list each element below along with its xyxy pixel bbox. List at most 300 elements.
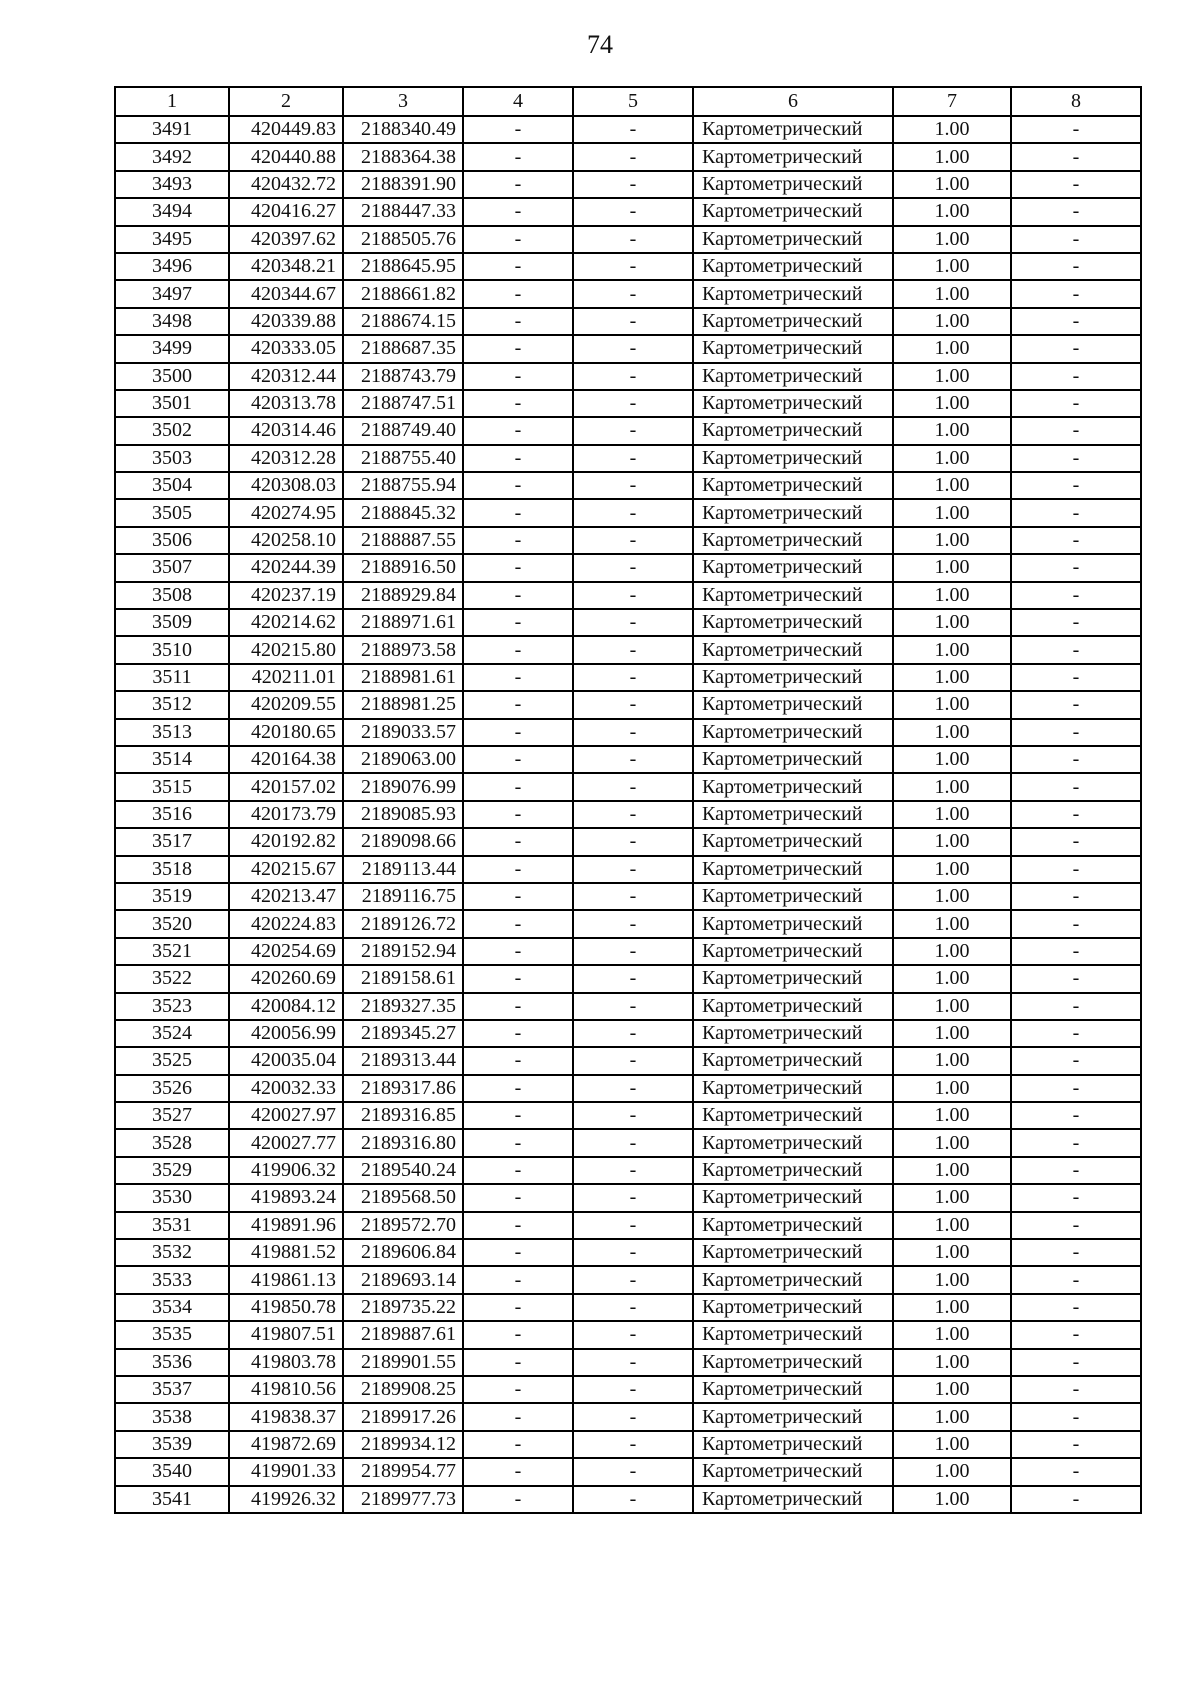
column-8-cell: -	[1011, 664, 1141, 691]
accuracy-cell: 1.00	[893, 691, 1011, 718]
column-4-cell: -	[463, 910, 573, 937]
x-coordinate-cell: 419803.78	[229, 1349, 343, 1376]
y-coordinate-cell: 2189693.14	[343, 1266, 463, 1293]
x-coordinate-cell: 420397.62	[229, 226, 343, 253]
y-coordinate-cell: 2189098.66	[343, 828, 463, 855]
accuracy-cell: 1.00	[893, 116, 1011, 143]
point-number-cell: 3517	[115, 828, 229, 855]
table-row	[115, 445, 1141, 472]
accuracy-cell: 1.00	[893, 308, 1011, 335]
column-8-cell: -	[1011, 527, 1141, 554]
point-number-cell: 3527	[115, 1102, 229, 1129]
method-cell: Картометрический	[693, 171, 893, 198]
accuracy-cell: 1.00	[893, 719, 1011, 746]
y-coordinate-cell: 2189076.99	[343, 773, 463, 800]
point-number-cell: 3532	[115, 1239, 229, 1266]
column-8-cell: -	[1011, 1020, 1141, 1047]
column-4-cell: -	[463, 1129, 573, 1156]
column-8-cell: -	[1011, 1047, 1141, 1074]
column-8-cell: -	[1011, 856, 1141, 883]
column-5-cell: -	[573, 363, 693, 390]
point-number-cell: 3541	[115, 1486, 229, 1513]
column-8-cell: -	[1011, 445, 1141, 472]
column-5-cell: -	[573, 664, 693, 691]
method-cell: Картометрический	[693, 719, 893, 746]
column-8-cell: -	[1011, 609, 1141, 636]
point-number-cell: 3519	[115, 883, 229, 910]
point-number-cell: 3524	[115, 1020, 229, 1047]
y-coordinate-cell: 2189901.55	[343, 1349, 463, 1376]
column-4-cell: -	[463, 993, 573, 1020]
y-coordinate-cell: 2189606.84	[343, 1239, 463, 1266]
x-coordinate-cell: 420339.88	[229, 308, 343, 335]
y-coordinate-cell: 2189316.80	[343, 1129, 463, 1156]
column-4-cell: -	[463, 1212, 573, 1239]
accuracy-cell: 1.00	[893, 280, 1011, 307]
y-coordinate-cell: 2189917.26	[343, 1403, 463, 1430]
point-number-cell: 3533	[115, 1266, 229, 1293]
column-4-cell: -	[463, 253, 573, 280]
x-coordinate-cell: 420215.80	[229, 636, 343, 663]
table-row	[115, 938, 1141, 965]
column-4-cell: -	[463, 554, 573, 581]
column-5-cell: -	[573, 993, 693, 1020]
column-4-cell: -	[463, 1157, 573, 1184]
accuracy-cell: 1.00	[893, 746, 1011, 773]
method-cell: Картометрический	[693, 609, 893, 636]
method-cell: Картометрический	[693, 1403, 893, 1430]
x-coordinate-cell: 420244.39	[229, 554, 343, 581]
column-8-cell: -	[1011, 1321, 1141, 1348]
column-4-cell: -	[463, 499, 573, 526]
column-4-cell: -	[463, 1321, 573, 1348]
accuracy-cell: 1.00	[893, 636, 1011, 663]
method-cell: Картометрический	[693, 1129, 893, 1156]
table-row	[115, 1212, 1141, 1239]
point-number-cell: 3502	[115, 417, 229, 444]
column-8-cell: -	[1011, 910, 1141, 937]
column-5-cell: -	[573, 499, 693, 526]
accuracy-cell: 1.00	[893, 993, 1011, 1020]
y-coordinate-cell: 2189954.77	[343, 1458, 463, 1485]
column-4-cell: -	[463, 938, 573, 965]
column-4-cell: -	[463, 773, 573, 800]
column-4-cell: -	[463, 335, 573, 362]
table-row	[115, 1294, 1141, 1321]
point-number-cell: 3505	[115, 499, 229, 526]
point-number-cell: 3498	[115, 308, 229, 335]
method-cell: Картометрический	[693, 1458, 893, 1485]
column-8-cell: -	[1011, 280, 1141, 307]
table-row	[115, 1266, 1141, 1293]
table-row	[115, 1431, 1141, 1458]
column-8-cell: -	[1011, 1075, 1141, 1102]
x-coordinate-cell: 419850.78	[229, 1294, 343, 1321]
accuracy-cell: 1.00	[893, 390, 1011, 417]
column-5-cell: -	[573, 226, 693, 253]
y-coordinate-cell: 2189934.12	[343, 1431, 463, 1458]
column-4-cell: -	[463, 1047, 573, 1074]
method-cell: Картометрический	[693, 636, 893, 663]
method-cell: Картометрический	[693, 363, 893, 390]
table-row	[115, 1129, 1141, 1156]
accuracy-cell: 1.00	[893, 472, 1011, 499]
accuracy-cell: 1.00	[893, 1102, 1011, 1129]
column-4-cell: -	[463, 965, 573, 992]
column-8-cell: -	[1011, 171, 1141, 198]
y-coordinate-cell: 2188364.38	[343, 143, 463, 170]
method-cell: Картометрический	[693, 1431, 893, 1458]
column-5-cell: -	[573, 1047, 693, 1074]
point-number-cell: 3525	[115, 1047, 229, 1074]
column-4-cell: -	[463, 116, 573, 143]
method-cell: Картометрический	[693, 691, 893, 718]
column-4-cell: -	[463, 1184, 573, 1211]
accuracy-cell: 1.00	[893, 499, 1011, 526]
column-5-cell: -	[573, 636, 693, 663]
point-number-cell: 3510	[115, 636, 229, 663]
y-coordinate-cell: 2189735.22	[343, 1294, 463, 1321]
point-number-cell: 3526	[115, 1075, 229, 1102]
x-coordinate-cell: 420312.44	[229, 363, 343, 390]
y-coordinate-cell: 2189126.72	[343, 910, 463, 937]
x-coordinate-cell: 419906.32	[229, 1157, 343, 1184]
column-8-cell: -	[1011, 828, 1141, 855]
column-5-cell: -	[573, 253, 693, 280]
table-row	[115, 226, 1141, 253]
table-row	[115, 116, 1141, 143]
column-8-cell: -	[1011, 1431, 1141, 1458]
table-row	[115, 1349, 1141, 1376]
y-coordinate-cell: 2188916.50	[343, 554, 463, 581]
column-8-cell: -	[1011, 1486, 1141, 1513]
column-8-cell: -	[1011, 390, 1141, 417]
x-coordinate-cell: 419807.51	[229, 1321, 343, 1348]
column-8-cell: -	[1011, 1294, 1141, 1321]
method-cell: Картометрический	[693, 226, 893, 253]
table-row	[115, 390, 1141, 417]
x-coordinate-cell: 420348.21	[229, 253, 343, 280]
y-coordinate-cell: 2188687.35	[343, 335, 463, 362]
accuracy-cell: 1.00	[893, 883, 1011, 910]
method-cell: Картометрический	[693, 198, 893, 225]
column-4-cell: -	[463, 801, 573, 828]
table-row	[115, 1020, 1141, 1047]
column-4-cell: -	[463, 719, 573, 746]
column-5-cell: -	[573, 1129, 693, 1156]
accuracy-cell: 1.00	[893, 1266, 1011, 1293]
accuracy-cell: 1.00	[893, 417, 1011, 444]
page-number: 74	[587, 30, 613, 59]
point-number-cell: 3536	[115, 1349, 229, 1376]
x-coordinate-cell: 420416.27	[229, 198, 343, 225]
y-coordinate-cell: 2189085.93	[343, 801, 463, 828]
accuracy-cell: 1.00	[893, 253, 1011, 280]
method-cell: Картометрический	[693, 1349, 893, 1376]
table-row	[115, 636, 1141, 663]
column-4-cell: -	[463, 746, 573, 773]
column-8-cell: -	[1011, 1239, 1141, 1266]
table-row	[115, 664, 1141, 691]
accuracy-cell: 1.00	[893, 363, 1011, 390]
column-5-cell: -	[573, 1294, 693, 1321]
x-coordinate-cell: 420027.77	[229, 1129, 343, 1156]
x-coordinate-cell: 420224.83	[229, 910, 343, 937]
column-8-cell: -	[1011, 116, 1141, 143]
column-5-cell: -	[573, 527, 693, 554]
method-cell: Картометрический	[693, 143, 893, 170]
x-coordinate-cell: 420274.95	[229, 499, 343, 526]
column-8-cell: -	[1011, 499, 1141, 526]
accuracy-cell: 1.00	[893, 198, 1011, 225]
y-coordinate-cell: 2189063.00	[343, 746, 463, 773]
accuracy-cell: 1.00	[893, 171, 1011, 198]
column-5-cell: -	[573, 1212, 693, 1239]
x-coordinate-cell: 420449.83	[229, 116, 343, 143]
column-8-cell: -	[1011, 691, 1141, 718]
column-5-cell: -	[573, 335, 693, 362]
method-cell: Картометрический	[693, 253, 893, 280]
accuracy-cell: 1.00	[893, 1349, 1011, 1376]
y-coordinate-cell: 2188645.95	[343, 253, 463, 280]
accuracy-cell: 1.00	[893, 828, 1011, 855]
y-coordinate-cell: 2189152.94	[343, 938, 463, 965]
column-4-cell: -	[463, 1403, 573, 1430]
column-5-cell: -	[573, 445, 693, 472]
method-cell: Картометрический	[693, 308, 893, 335]
column-5-cell: -	[573, 390, 693, 417]
column-5-cell: -	[573, 582, 693, 609]
y-coordinate-cell: 2189887.61	[343, 1321, 463, 1348]
point-number-cell: 3539	[115, 1431, 229, 1458]
column-header: 6	[693, 87, 893, 116]
x-coordinate-cell: 420192.82	[229, 828, 343, 855]
column-4-cell: -	[463, 143, 573, 170]
accuracy-cell: 1.00	[893, 938, 1011, 965]
point-number-cell: 3494	[115, 198, 229, 225]
x-coordinate-cell: 420035.04	[229, 1047, 343, 1074]
accuracy-cell: 1.00	[893, 1431, 1011, 1458]
accuracy-cell: 1.00	[893, 143, 1011, 170]
x-coordinate-cell: 420211.01	[229, 664, 343, 691]
column-5-cell: -	[573, 1075, 693, 1102]
column-5-cell: -	[573, 856, 693, 883]
point-number-cell: 3492	[115, 143, 229, 170]
x-coordinate-cell: 420308.03	[229, 472, 343, 499]
point-number-cell: 3509	[115, 609, 229, 636]
y-coordinate-cell: 2188447.33	[343, 198, 463, 225]
y-coordinate-cell: 2189113.44	[343, 856, 463, 883]
y-coordinate-cell: 2188755.40	[343, 445, 463, 472]
column-4-cell: -	[463, 445, 573, 472]
y-coordinate-cell: 2188929.84	[343, 582, 463, 609]
column-header: 5	[573, 87, 693, 116]
y-coordinate-cell: 2188749.40	[343, 417, 463, 444]
method-cell: Картометрический	[693, 527, 893, 554]
header-row	[115, 87, 1141, 116]
accuracy-cell: 1.00	[893, 582, 1011, 609]
y-coordinate-cell: 2188674.15	[343, 308, 463, 335]
y-coordinate-cell: 2189908.25	[343, 1376, 463, 1403]
x-coordinate-cell: 420260.69	[229, 965, 343, 992]
point-number-cell: 3495	[115, 226, 229, 253]
point-number-cell: 3500	[115, 363, 229, 390]
point-number-cell: 3506	[115, 527, 229, 554]
column-5-cell: -	[573, 143, 693, 170]
y-coordinate-cell: 2189116.75	[343, 883, 463, 910]
y-coordinate-cell: 2189345.27	[343, 1020, 463, 1047]
table-row	[115, 1403, 1141, 1430]
table-row	[115, 1486, 1141, 1513]
x-coordinate-cell: 420313.78	[229, 390, 343, 417]
table-row	[115, 828, 1141, 855]
column-8-cell: -	[1011, 993, 1141, 1020]
method-cell: Картометрический	[693, 116, 893, 143]
method-cell: Картометрический	[693, 1184, 893, 1211]
table-row	[115, 1239, 1141, 1266]
accuracy-cell: 1.00	[893, 1075, 1011, 1102]
y-coordinate-cell: 2189313.44	[343, 1047, 463, 1074]
method-cell: Картометрический	[693, 554, 893, 581]
table-row	[115, 1075, 1141, 1102]
x-coordinate-cell: 420314.46	[229, 417, 343, 444]
y-coordinate-cell: 2189977.73	[343, 1486, 463, 1513]
method-cell: Картометрический	[693, 1157, 893, 1184]
column-5-cell: -	[573, 773, 693, 800]
x-coordinate-cell: 420213.47	[229, 883, 343, 910]
accuracy-cell: 1.00	[893, 335, 1011, 362]
column-5-cell: -	[573, 1157, 693, 1184]
point-number-cell: 3493	[115, 171, 229, 198]
x-coordinate-cell: 420333.05	[229, 335, 343, 362]
method-cell: Картометрический	[693, 664, 893, 691]
method-cell: Картометрический	[693, 390, 893, 417]
column-5-cell: -	[573, 1266, 693, 1293]
point-number-cell: 3497	[115, 280, 229, 307]
x-coordinate-cell: 420214.62	[229, 609, 343, 636]
y-coordinate-cell: 2188391.90	[343, 171, 463, 198]
column-8-cell: -	[1011, 719, 1141, 746]
column-4-cell: -	[463, 1102, 573, 1129]
column-8-cell: -	[1011, 472, 1141, 499]
x-coordinate-cell: 419893.24	[229, 1184, 343, 1211]
method-cell: Картометрический	[693, 1020, 893, 1047]
table-row	[115, 308, 1141, 335]
method-cell: Картометрический	[693, 773, 893, 800]
table-row	[115, 773, 1141, 800]
table-row	[115, 609, 1141, 636]
column-5-cell: -	[573, 1020, 693, 1047]
method-cell: Картометрический	[693, 828, 893, 855]
y-coordinate-cell: 2189317.86	[343, 1075, 463, 1102]
accuracy-cell: 1.00	[893, 773, 1011, 800]
column-8-cell: -	[1011, 883, 1141, 910]
column-4-cell: -	[463, 1431, 573, 1458]
column-8-cell: -	[1011, 1157, 1141, 1184]
column-5-cell: -	[573, 1321, 693, 1348]
x-coordinate-cell: 419872.69	[229, 1431, 343, 1458]
y-coordinate-cell: 2188887.55	[343, 527, 463, 554]
accuracy-cell: 1.00	[893, 609, 1011, 636]
x-coordinate-cell: 419838.37	[229, 1403, 343, 1430]
column-5-cell: -	[573, 719, 693, 746]
table-row	[115, 1321, 1141, 1348]
column-4-cell: -	[463, 527, 573, 554]
column-5-cell: -	[573, 1376, 693, 1403]
method-cell: Картометрический	[693, 1376, 893, 1403]
method-cell: Картометрический	[693, 417, 893, 444]
x-coordinate-cell: 420157.02	[229, 773, 343, 800]
column-8-cell: -	[1011, 226, 1141, 253]
table-row	[115, 993, 1141, 1020]
table-row	[115, 582, 1141, 609]
column-5-cell: -	[573, 1102, 693, 1129]
x-coordinate-cell: 419810.56	[229, 1376, 343, 1403]
point-number-cell: 3514	[115, 746, 229, 773]
column-5-cell: -	[573, 965, 693, 992]
table-row	[115, 883, 1141, 910]
column-8-cell: -	[1011, 253, 1141, 280]
y-coordinate-cell: 2188340.49	[343, 116, 463, 143]
y-coordinate-cell: 2188845.32	[343, 499, 463, 526]
column-8-cell: -	[1011, 1184, 1141, 1211]
x-coordinate-cell: 420180.65	[229, 719, 343, 746]
method-cell: Картометрический	[693, 746, 893, 773]
table-row	[115, 472, 1141, 499]
column-5-cell: -	[573, 308, 693, 335]
y-coordinate-cell: 2188505.76	[343, 226, 463, 253]
column-header: 8	[1011, 87, 1141, 116]
point-number-cell: 3507	[115, 554, 229, 581]
accuracy-cell: 1.00	[893, 1458, 1011, 1485]
column-8-cell: -	[1011, 746, 1141, 773]
accuracy-cell: 1.00	[893, 1294, 1011, 1321]
x-coordinate-cell: 420344.67	[229, 280, 343, 307]
table-row	[115, 198, 1141, 225]
column-8-cell: -	[1011, 143, 1141, 170]
column-4-cell: -	[463, 198, 573, 225]
method-cell: Картометрический	[693, 335, 893, 362]
accuracy-cell: 1.00	[893, 1403, 1011, 1430]
column-5-cell: -	[573, 691, 693, 718]
x-coordinate-cell: 420215.67	[229, 856, 343, 883]
method-cell: Картометрический	[693, 993, 893, 1020]
column-4-cell: -	[463, 1075, 573, 1102]
y-coordinate-cell: 2188971.61	[343, 609, 463, 636]
accuracy-cell: 1.00	[893, 1129, 1011, 1156]
column-5-cell: -	[573, 1403, 693, 1430]
x-coordinate-cell: 420027.97	[229, 1102, 343, 1129]
column-5-cell: -	[573, 938, 693, 965]
method-cell: Картометрический	[693, 280, 893, 307]
point-number-cell: 3531	[115, 1212, 229, 1239]
column-4-cell: -	[463, 472, 573, 499]
y-coordinate-cell: 2189540.24	[343, 1157, 463, 1184]
method-cell: Картометрический	[693, 856, 893, 883]
x-coordinate-cell: 419901.33	[229, 1458, 343, 1485]
table-row	[115, 280, 1141, 307]
method-cell: Картометрический	[693, 1047, 893, 1074]
table-row	[115, 1458, 1141, 1485]
table-row	[115, 1184, 1141, 1211]
method-cell: Картометрический	[693, 1102, 893, 1129]
column-4-cell: -	[463, 363, 573, 390]
table-row	[115, 335, 1141, 362]
column-4-cell: -	[463, 1349, 573, 1376]
method-cell: Картометрический	[693, 499, 893, 526]
table-row	[115, 417, 1141, 444]
column-5-cell: -	[573, 910, 693, 937]
